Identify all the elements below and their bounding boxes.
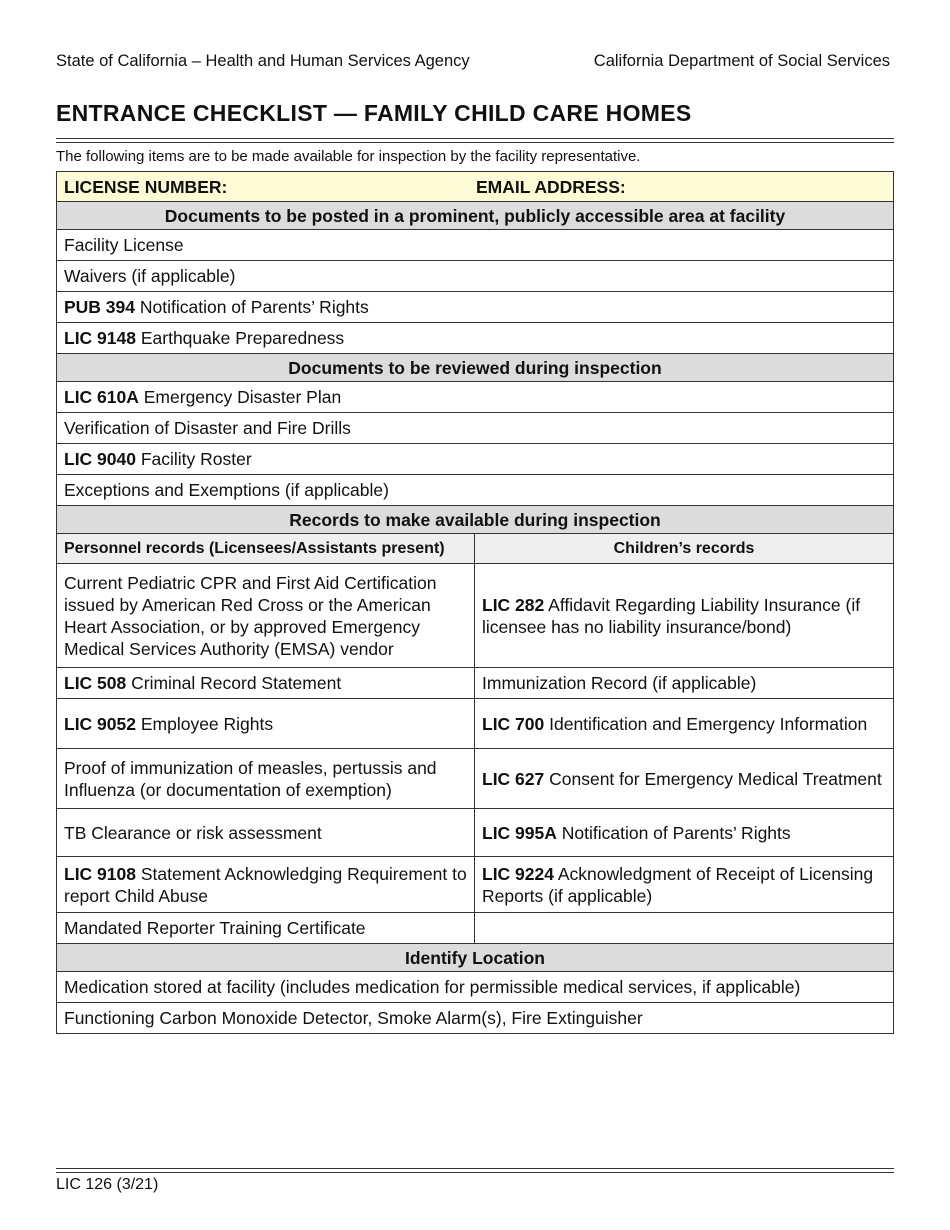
form-code: LIC 9108 bbox=[64, 863, 136, 884]
item-text: Exceptions and Exemptions (if applicable) bbox=[64, 480, 389, 500]
form-code: LIC 610A bbox=[64, 387, 139, 407]
section-heading-location: Identify Location bbox=[57, 944, 894, 972]
personnel-item: Proof of immunization of measles, pertussis and Influenza (or documentation of exemption) bbox=[64, 757, 437, 800]
table-row bbox=[57, 749, 894, 809]
section-header-row bbox=[57, 202, 894, 230]
children-item: Consent for Emergency Medical Treatment bbox=[544, 768, 882, 789]
children-item: Acknowledgment of Receipt of Licensing Reports (if applicable) bbox=[482, 863, 874, 906]
item-text: Emergency Disaster Plan bbox=[138, 387, 342, 407]
personnel-item: Mandated Reporter Training Certificate bbox=[64, 918, 366, 938]
license-email-cell bbox=[57, 172, 894, 202]
list-item bbox=[57, 972, 894, 1003]
list-item bbox=[57, 413, 894, 444]
personnel-item: Current Pediatric CPR and First Aid Certification issued by American Red Cross or the American Heart Association, or by approved Emergency Medical Services Authority (EMSA) vendor bbox=[64, 572, 437, 659]
children-item: Immunization Record (if applicable) bbox=[482, 673, 757, 693]
section-heading-reviewed: Documents to be reviewed during inspection bbox=[57, 354, 894, 382]
list-item bbox=[57, 261, 894, 292]
section-header-row bbox=[57, 506, 894, 534]
table-row bbox=[57, 913, 894, 944]
table-row bbox=[57, 564, 894, 668]
title-divider bbox=[56, 138, 894, 143]
item-text: Facility License bbox=[64, 235, 184, 255]
personnel-item: Criminal Record Statement bbox=[126, 673, 342, 693]
footer-divider bbox=[56, 1168, 894, 1173]
checklist-table bbox=[56, 171, 894, 1034]
children-item: Identification and Emergency Information bbox=[544, 713, 868, 734]
table-row bbox=[57, 809, 894, 857]
form-code: LIC 9040 bbox=[64, 449, 136, 469]
personnel-records-header: Personnel records (Licensees/Assistants present) bbox=[57, 534, 475, 564]
page-title: ENTRANCE CHECKLIST — FAMILY CHILD CARE HOMES bbox=[56, 100, 692, 126]
agency-header: State of California – Health and Human Services Agency bbox=[56, 52, 470, 70]
department-header: California Department of Social Services bbox=[593, 52, 890, 70]
childrens-records-header: Children’s records bbox=[475, 534, 894, 564]
section-header-row bbox=[57, 354, 894, 382]
children-item: Notification of Parents’ Rights bbox=[556, 822, 791, 843]
item-text: Facility Roster bbox=[135, 449, 252, 469]
form-code: LIC 9224 bbox=[482, 863, 554, 884]
form-code: LIC 627 bbox=[482, 768, 545, 789]
records-column-header-row bbox=[57, 534, 894, 564]
list-item bbox=[57, 292, 894, 323]
section-heading-posted: Documents to be posted in a prominent, publicly accessible area at facility bbox=[57, 202, 894, 230]
form-code: LIC 9052 bbox=[64, 713, 136, 734]
list-item bbox=[57, 382, 894, 413]
intro-text: The following items are to be made available for inspection by the facility representative. bbox=[56, 148, 641, 165]
list-item bbox=[57, 323, 894, 354]
item-text: Waivers (if applicable) bbox=[64, 266, 236, 286]
form-number: LIC 126 (3/21) bbox=[56, 1176, 159, 1193]
table-row bbox=[57, 857, 894, 913]
list-item bbox=[57, 1003, 894, 1034]
form-code: LIC 700 bbox=[482, 713, 545, 734]
form-code: LIC 508 bbox=[64, 673, 127, 693]
table-row bbox=[57, 668, 894, 699]
email-address-label: EMAIL ADDRESS: bbox=[476, 176, 626, 197]
form-code: LIC 282 bbox=[482, 594, 545, 615]
item-text: Earthquake Preparedness bbox=[135, 328, 345, 348]
item-text: Functioning Carbon Monoxide Detector, Smoke Alarm(s), Fire Extinguisher bbox=[64, 1008, 643, 1028]
list-item bbox=[57, 475, 894, 506]
license-number-label: LICENSE NUMBER: bbox=[64, 176, 228, 197]
children-item: Affidavit Regarding Liability Insurance (if licensee has no liability insurance/bond) bbox=[482, 594, 861, 637]
personnel-item: TB Clearance or risk assessment bbox=[64, 822, 322, 843]
list-item bbox=[57, 230, 894, 261]
form-code: PUB 394 bbox=[64, 297, 136, 317]
item-text: Medication stored at facility (includes medication for permissible medical services, if applicable) bbox=[64, 977, 801, 997]
license-row bbox=[57, 172, 894, 202]
form-code: LIC 9148 bbox=[64, 328, 136, 348]
personnel-item: Statement Acknowledging Requirement to report Child Abuse bbox=[64, 863, 467, 906]
section-header-row bbox=[57, 944, 894, 972]
item-text: Notification of Parents’ Rights bbox=[135, 297, 369, 317]
table-row bbox=[57, 699, 894, 749]
personnel-item: Employee Rights bbox=[135, 713, 274, 734]
list-item bbox=[57, 444, 894, 475]
item-text: Verification of Disaster and Fire Drills bbox=[64, 418, 351, 438]
form-code: LIC 995A bbox=[482, 822, 557, 843]
section-heading-records: Records to make available during inspection bbox=[57, 506, 894, 534]
